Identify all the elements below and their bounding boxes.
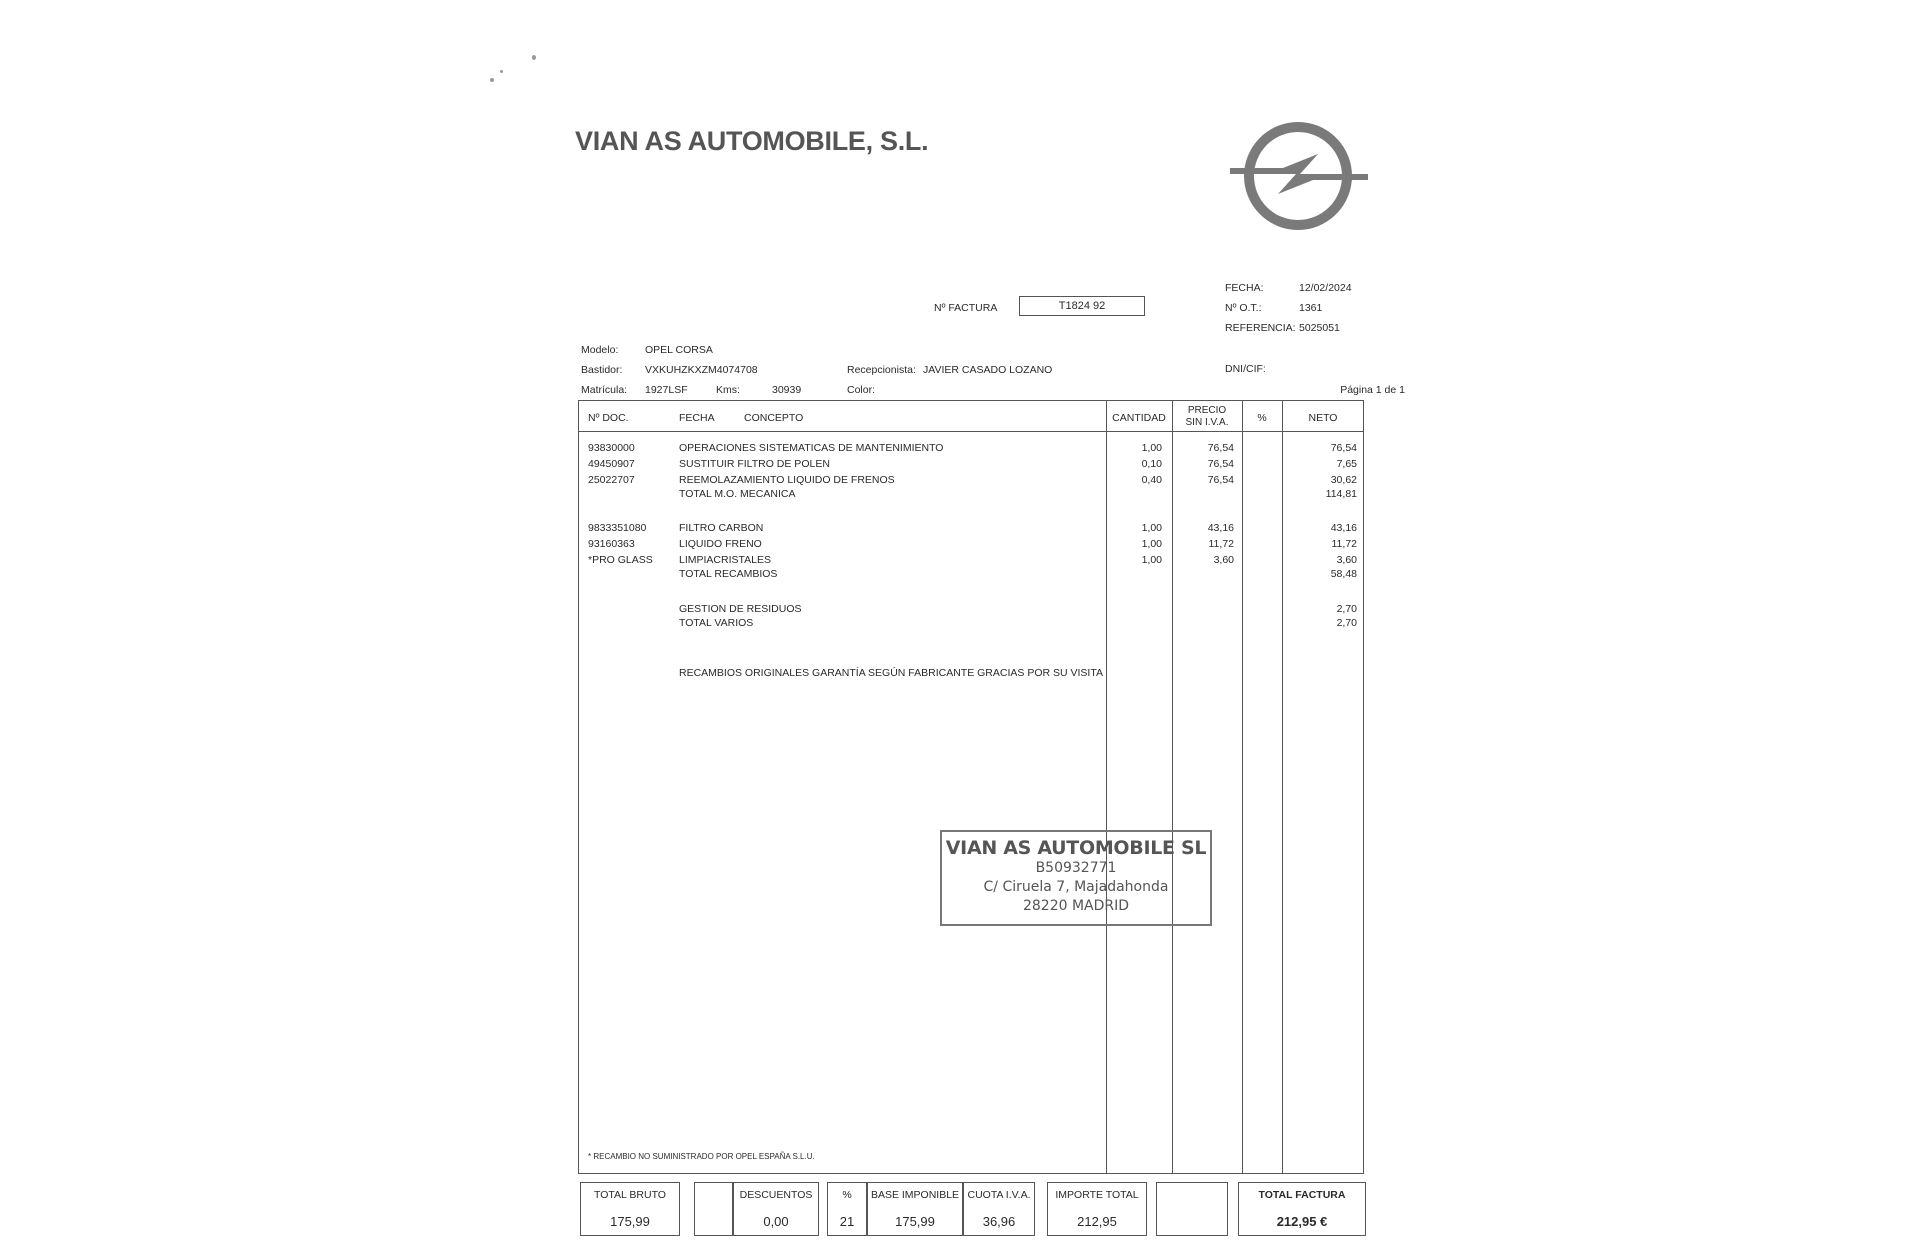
row-concepto: OPERACIONES SISTEMATICAS DE MANTENIMIENTO xyxy=(679,442,944,454)
blank-box xyxy=(694,1182,733,1236)
row-cantidad: 1,00 xyxy=(1141,538,1162,550)
scan-smudge xyxy=(500,70,503,73)
row-doc: 49450907 xyxy=(588,458,635,470)
row-concepto: LIMPIACRISTALES xyxy=(679,554,771,566)
row-concepto: LIQUIDO FRENO xyxy=(679,538,762,550)
row-concepto: TOTAL M.O. MECANICA xyxy=(679,488,796,500)
table-row xyxy=(450,458,1470,471)
footnote: * RECAMBIO NO SUMINISTRADO POR OPEL ESPAÑA S.L.U. xyxy=(588,1152,815,1161)
base-imponible-label: BASE IMPONIBLE xyxy=(870,1189,960,1201)
row-doc: 93830000 xyxy=(588,442,635,454)
row-concepto: REEMOLAZAMIENTO LIQUIDO DE FRENOS xyxy=(679,474,895,486)
col-divider xyxy=(1106,400,1107,1174)
header-precio xyxy=(1172,405,1242,429)
total-bruto-value: 175,99 xyxy=(610,1214,650,1229)
stamp-address: C/ Ciruela 7, Majadahonda xyxy=(983,879,1169,895)
row-cantidad: 0,10 xyxy=(1141,458,1162,470)
recepcionista-value: JAVIER CASADO LOZANO xyxy=(923,364,1053,376)
fecha-value: 12/02/2024 xyxy=(1299,282,1352,294)
col-divider xyxy=(1242,400,1243,1174)
company-stamp xyxy=(940,830,1212,926)
row-concepto: FILTRO CARBON xyxy=(679,522,764,534)
pct-value: 21 xyxy=(839,1214,855,1229)
importe-total-label: IMPORTE TOTAL xyxy=(1055,1189,1139,1201)
table-row-total xyxy=(450,488,1470,501)
descuentos-value: 0,00 xyxy=(763,1214,789,1229)
row-precio: 76,54 xyxy=(1207,474,1234,486)
table-row-total xyxy=(450,617,1470,630)
matricula-label: Matrícula: xyxy=(581,384,628,396)
header-precio-line1: PRECIO xyxy=(1187,405,1227,416)
descuentos-box xyxy=(733,1182,819,1236)
kms-value: 30939 xyxy=(772,384,802,396)
scan-smudge xyxy=(532,55,536,60)
row-neto: 58,48 xyxy=(1330,568,1357,580)
fecha-label: FECHA: xyxy=(1225,282,1264,294)
table-header-divider xyxy=(578,431,1364,432)
table-row-total xyxy=(450,568,1470,581)
header-concepto: CONCEPTO xyxy=(744,412,804,424)
header-neto: NETO xyxy=(1308,412,1338,424)
color-label: Color: xyxy=(847,384,876,396)
table-row xyxy=(450,442,1470,455)
col-divider xyxy=(1282,400,1283,1174)
company-name: VIAN AS AUTOMOBILE, S.L. xyxy=(575,126,929,156)
pct-label: % xyxy=(842,1189,852,1201)
ot-label: Nº O.T.: xyxy=(1225,302,1262,314)
row-neto: 76,54 xyxy=(1330,442,1357,454)
ot-value: 1361 xyxy=(1299,302,1323,314)
row-precio: 11,72 xyxy=(1208,538,1234,550)
row-neto: 3,60 xyxy=(1336,554,1357,566)
items-table xyxy=(578,400,1364,1174)
table-row xyxy=(450,474,1470,487)
referencia-value: 5025051 xyxy=(1299,322,1340,334)
bastidor-label: Bastidor: xyxy=(581,364,623,376)
row-cantidad: 1,00 xyxy=(1141,442,1162,454)
table-row xyxy=(450,522,1470,535)
cuota-iva-value: 36,96 xyxy=(982,1214,1016,1229)
row-neto: 11,72 xyxy=(1331,538,1357,550)
header-fecha: FECHA xyxy=(679,412,715,424)
table-row xyxy=(450,554,1470,567)
row-neto: 2,70 xyxy=(1336,603,1357,615)
descuentos-label: DESCUENTOS xyxy=(739,1189,813,1201)
table-row xyxy=(450,538,1470,551)
row-neto: 30,62 xyxy=(1330,474,1357,486)
page-number: Página 1 de 1 xyxy=(1340,384,1405,396)
stamp-city: 28220 MADRID xyxy=(1022,898,1130,914)
kms-label: Kms: xyxy=(716,384,740,396)
importe-total-box xyxy=(1047,1182,1147,1236)
row-doc: 9833351080 xyxy=(588,522,647,534)
modelo-value: OPEL CORSA xyxy=(645,344,713,356)
row-neto: 114,81 xyxy=(1325,488,1357,500)
dni-label: DNI/CIF: xyxy=(1225,363,1266,375)
importe-total-value: 212,95 xyxy=(1077,1214,1117,1229)
blank-box xyxy=(1156,1182,1228,1236)
referencia-label: REFERENCIA: xyxy=(1225,322,1296,334)
table-row xyxy=(450,603,1470,616)
header-pct: % xyxy=(1257,412,1267,424)
total-bruto-box xyxy=(580,1182,680,1236)
stamp-cif: B50932771 xyxy=(1035,860,1117,876)
total-factura-label: TOTAL FACTURA xyxy=(1258,1189,1346,1201)
row-concepto: TOTAL RECAMBIOS xyxy=(679,568,778,580)
row-neto: 43,16 xyxy=(1330,522,1357,534)
row-cantidad: 0,40 xyxy=(1141,474,1162,486)
row-doc: 25022707 xyxy=(588,474,635,486)
total-bruto-label: TOTAL BRUTO xyxy=(594,1189,666,1201)
modelo-label: Modelo: xyxy=(581,344,619,356)
row-neto: 7,65 xyxy=(1336,458,1357,470)
row-neto: 2,70 xyxy=(1336,617,1357,629)
invoice-number: T1824 92 xyxy=(1019,296,1145,316)
row-concepto: SUSTITUIR FILTRO DE POLEN xyxy=(679,458,830,470)
cuota-iva-box xyxy=(963,1182,1035,1236)
row-concepto: GESTION DE RESIDUOS xyxy=(679,603,802,615)
scan-smudge xyxy=(490,78,494,82)
pct-box xyxy=(827,1182,867,1236)
bastidor-value: VXKUHZKXZM4074708 xyxy=(645,364,758,376)
row-precio: 43,16 xyxy=(1207,522,1234,534)
base-imponible-value: 175,99 xyxy=(895,1214,935,1229)
opel-logo-icon xyxy=(1228,118,1378,236)
row-cantidad: 1,00 xyxy=(1141,522,1162,534)
row-cantidad: 1,00 xyxy=(1141,554,1162,566)
header-cantidad: CANTIDAD xyxy=(1112,412,1166,424)
recepcionista-label: Recepcionista: xyxy=(847,364,916,376)
warranty-note: RECAMBIOS ORIGINALES GARANTÍA SEGÚN FABRICANTE GRACIAS POR SU VISITA xyxy=(679,667,1103,679)
col-divider xyxy=(1172,400,1173,1174)
row-precio: 76,54 xyxy=(1207,442,1234,454)
row-precio: 3,60 xyxy=(1213,554,1234,566)
stamp-company: VIAN AS AUTOMOBILE SL xyxy=(945,837,1207,859)
total-factura-value: 212,95 € xyxy=(1276,1214,1328,1229)
header-doc: Nº DOC. xyxy=(588,412,629,424)
row-concepto: TOTAL VARIOS xyxy=(679,617,754,629)
header-precio-line2: SIN I.V.A. xyxy=(1185,417,1229,428)
invoice-page xyxy=(450,0,1470,1260)
invoice-number-label: Nº FACTURA xyxy=(934,302,998,314)
base-imponible-box xyxy=(867,1182,963,1236)
cuota-iva-label: CUOTA I.V.A. xyxy=(967,1189,1031,1201)
total-factura-box xyxy=(1238,1182,1366,1236)
row-precio: 76,54 xyxy=(1207,458,1234,470)
row-doc: 93160363 xyxy=(588,538,635,550)
matricula-value: 1927LSF xyxy=(645,384,688,396)
row-doc: *PRO GLASS xyxy=(588,554,653,566)
